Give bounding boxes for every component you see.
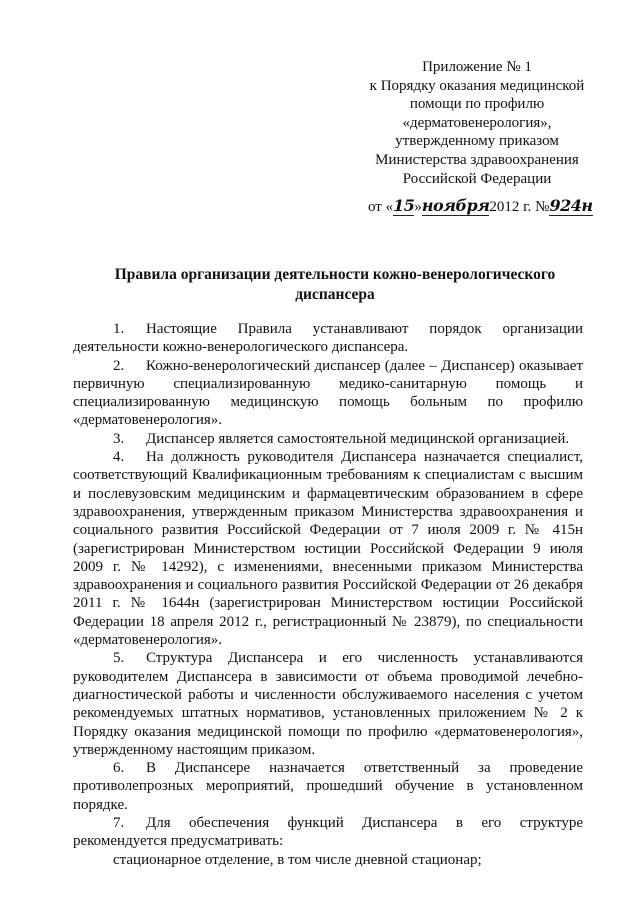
header-line-4: «дерматовенерология»,	[402, 114, 552, 131]
order-year: 2012 г. №	[489, 199, 550, 215]
item-text: В Диспансере назначается ответственный за проведение противолепрозных мероприятий, прошедший обучение в установленном порядке.	[73, 760, 583, 813]
item-number: 1.	[113, 321, 125, 337]
item-number: 2.	[113, 357, 125, 374]
list-item	[73, 759, 583, 814]
structure-item: стационарное отделение, в том числе дневной стационар;	[113, 851, 482, 868]
item-text: Кожно-венерологический диспансер (далее – Диспансер) оказывает первичную специализированную медико-санитарную помощь и специализированную медицинскую помощь больным по профилю «дерматовенерология».	[73, 357, 583, 429]
order-day-handwritten: 15	[393, 196, 415, 215]
item-number: 3.	[113, 430, 125, 447]
item-text: Структура Диспансера и его численность устанавливаются руководителем Диспансера в зависимости от объема проводимой лечебно-диагностической работы и численности обслуживаемого населения с учетом рекомендуемых штатных нормативов, установленных приложением № 2 к Порядку оказания медицинской помощи по профилю «дерматовенерология», утвержденному настоящим приказом.	[73, 650, 583, 758]
appendix-header	[350, 58, 604, 188]
item-number: 5.	[113, 650, 125, 667]
header-line-2: к Порядку оказания медицинской	[369, 77, 585, 94]
item-text: Настоящие Правила устанавливают порядок организации деятельности кожно-венерологического диспансера.	[73, 321, 583, 356]
document-body	[73, 320, 583, 869]
item-text: На должность руководителя Диспансера назначается специалист, соответствующий Квалификационным требованиям к специалистам с высшим и послевузовским медицинским и фармацевтическим образованием в сфере здравоохранения, утвержденным приказом Министерства здравоохранения и социального развития Российской Федерации от 7 июля 2009 г. № 415н (зарегистрирован Министерством юстиции Российской Федерации 9 июля 2009 г. № 14292), с изменениями, внесенными приказом Министерства здравоохранения и социального развития Российской Федерации от 26 декабря 2011 г. № 1644н (зарегистрирован Министерством юстиции Российской Федерации 18 апреля 2012 г., регистрационный № 23879), по специальности «дерматовенерология».	[73, 449, 583, 649]
item-number: 4.	[113, 449, 125, 466]
list-item	[73, 649, 583, 759]
title-line-2: диспансера	[295, 285, 375, 303]
item-number: 7.	[113, 815, 125, 832]
document-title	[90, 265, 580, 304]
list-item	[73, 357, 583, 430]
header-line-5: утвержденному приказом	[395, 133, 559, 150]
list-item	[73, 814, 583, 851]
header-line-1: Приложение № 1	[422, 59, 532, 75]
header-line-6: Министерства здравоохранения	[375, 151, 579, 168]
list-item	[73, 430, 583, 448]
order-number-handwritten: 924н	[549, 196, 593, 215]
item-text: Для обеспечения функций Диспансера в его структуре рекомендуется предусматривать:	[73, 815, 583, 850]
order-mid: »	[414, 199, 422, 215]
header-line-3: помощи по профилю	[409, 96, 545, 113]
title-line-1: Правила организации деятельности кожно-венерологического	[114, 266, 556, 283]
order-prefix: от «	[368, 199, 394, 215]
item-number: 6.	[113, 760, 125, 777]
order-date-line	[368, 196, 608, 217]
item-text: Диспансер является самостоятельной медицинской организацией.	[146, 430, 570, 447]
header-line-7: Российской Федерации	[402, 170, 552, 187]
list-item	[73, 320, 583, 357]
list-item	[73, 448, 583, 649]
order-month-handwritten: ноября	[421, 196, 490, 215]
